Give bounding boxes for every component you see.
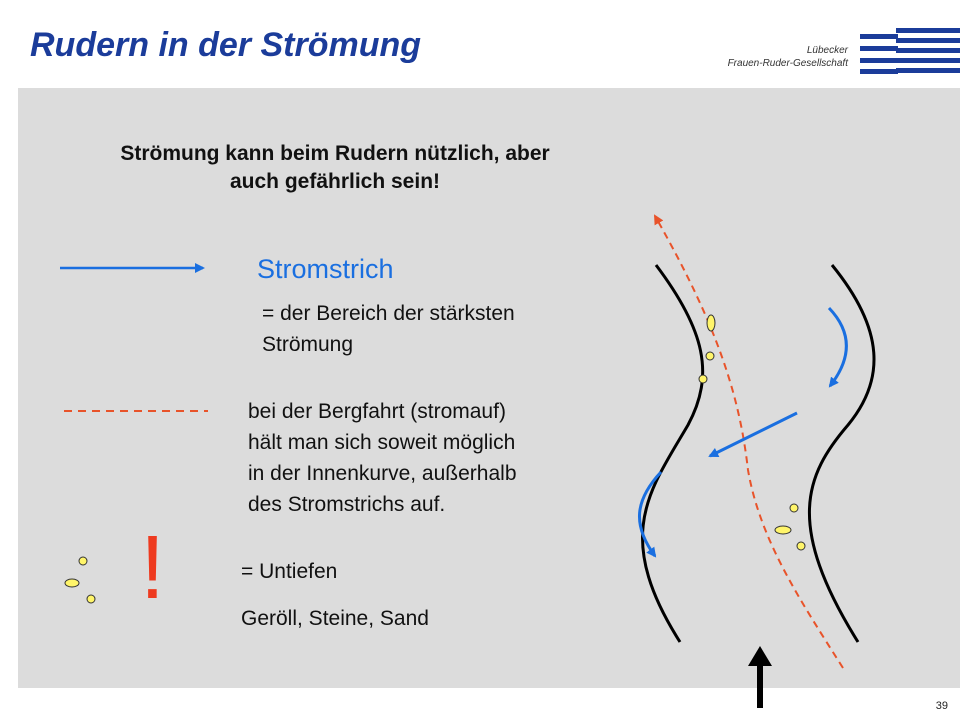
bergfahrt-line-1: bei der Bergfahrt (stromauf) [248,400,506,423]
org-line-2: Frauen-Ruder-Gesellschaft [727,58,848,69]
bergfahrt-line-4: des Stromstrichs auf. [248,493,446,516]
river-left-bank [642,265,702,642]
stromstrich-heading: Stromstrich [257,254,394,284]
untiefen-description: Geröll, Steine, Sand [241,607,429,630]
slide-title: Rudern in der Strömung [30,26,421,64]
legend-stone [65,579,79,587]
warning-exclamation: ! [140,518,166,618]
river-stone [707,315,715,331]
bergfahrt-line-2: hält man sich soweit möglich [248,431,516,454]
river-stone [797,542,805,550]
page-number: 39 [935,700,948,712]
org-line-1: Lübecker [806,45,848,56]
current-arrow [710,413,797,456]
river-stone [775,526,791,534]
legend-stone [79,557,87,565]
untiefen-label: = Untiefen [241,560,338,583]
current-arrow [829,308,846,386]
headline-line-1: Strömung kann beim Rudern nützlich, aber [120,142,550,165]
river-stone [706,352,714,360]
stromstrich-desc-line-1: = der Bereich der stärksten [262,302,515,325]
river-right-bank [809,265,874,642]
legend-stone [87,595,95,603]
river-stone [699,375,707,383]
upstream-arrowhead [748,646,772,666]
stromstrich-desc-line-2: Strömung [262,333,354,356]
bergfahrt-line-3: in der Innenkurve, außerhalb [248,462,517,485]
headline-line-2: auch gefährlich sein! [229,170,441,193]
river-stone [790,504,798,512]
stromstrich-line [655,216,843,668]
